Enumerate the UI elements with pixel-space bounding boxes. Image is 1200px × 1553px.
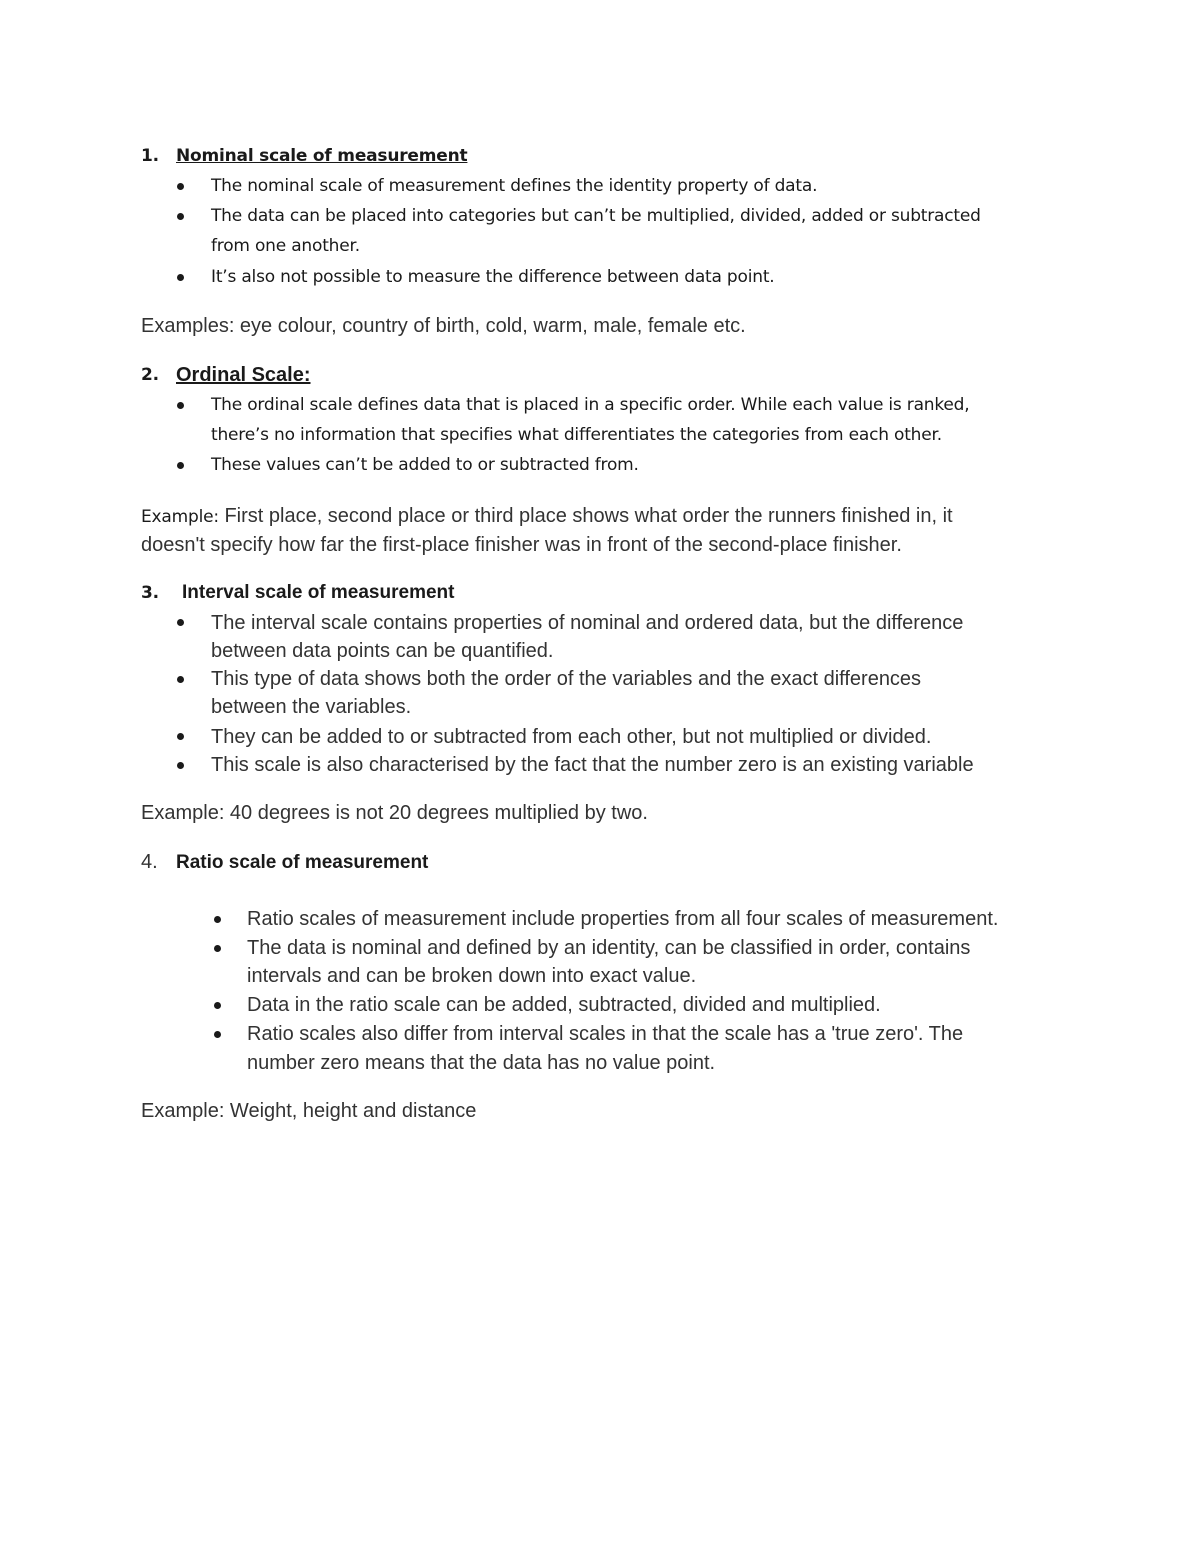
section-3-bullet-1-line-1: The interval scale contains properties of nominal and ordered data, but the difference — [211, 612, 964, 634]
bullet-icon — [214, 916, 221, 923]
section-4-bullet-1: Ratio scales of measurement include properties from all four scales of measurement. — [247, 908, 999, 930]
section-2-example-text: First place, second place or third place shows what order the runners finished in, it — [218, 505, 953, 527]
section-1-number: 1. — [141, 146, 159, 166]
bullet-icon — [214, 1031, 221, 1038]
bullet-icon — [214, 945, 221, 952]
bullet-icon — [177, 213, 184, 220]
bullet-icon — [177, 619, 184, 626]
section-3-title: Interval scale of measurement — [182, 582, 455, 603]
section-3-example: Example: 40 degrees is not 20 degrees multiplied by two. — [141, 802, 648, 824]
bullet-icon — [177, 676, 184, 683]
section-1-title: Nominal scale of measurement — [176, 146, 468, 166]
section-4-bullet-3: Data in the ratio scale can be added, subtracted, divided and multiplied. — [247, 994, 881, 1016]
section-2-bullet-1-line-1: The ordinal scale defines data that is placed in a specific order. While each value is ranked, — [211, 395, 970, 415]
section-3-bullet-4: This scale is also characterised by the fact that the number zero is an existing variable — [211, 754, 974, 776]
section-4-bullet-4-line-2: number zero means that the data has no value point. — [247, 1052, 716, 1074]
section-2-title: Ordinal Scale: — [176, 364, 311, 386]
bullet-icon — [214, 1002, 221, 1009]
section-4-bullet-4-line-1: Ratio scales also differ from interval scales in that the scale has a 'true zero'. The — [247, 1023, 964, 1045]
section-3-bullet-2-line-2: between the variables. — [211, 696, 412, 718]
section-3-bullet-2-line-1: This type of data shows both the order of the variables and the exact differences — [211, 668, 922, 690]
section-2-bullet-1-line-2: there’s no information that specifies what differentiates the categories from each other. — [211, 425, 942, 445]
section-4-example: Example: Weight, height and distance — [141, 1100, 477, 1122]
section-1-bullet-2-line-2: from one another. — [211, 236, 360, 256]
section-1-bullet-3: It’s also not possible to measure the difference between data point. — [211, 267, 775, 287]
section-2-number: 2. — [141, 365, 159, 385]
section-4-bullet-2-line-1: The data is nominal and defined by an identity, can be classified in order, contains — [247, 937, 971, 959]
bullet-icon — [177, 274, 184, 281]
section-3-bullet-1-line-2: between data points can be quantified. — [211, 640, 554, 662]
bullet-icon — [177, 762, 184, 769]
section-4-number: 4. — [141, 851, 158, 873]
section-4-bullet-2-line-2: intervals and can be broken down into exact value. — [247, 965, 697, 987]
section-2-example-line-2: doesn't specify how far the first-place finisher was in front of the second-place finisher. — [141, 534, 902, 556]
bullet-icon — [177, 402, 184, 409]
bullet-icon — [177, 462, 184, 469]
section-2-example-line-1 — [141, 506, 953, 526]
section-2-bullet-2: These values can’t be added to or subtracted from. — [211, 455, 639, 475]
section-3-number: 3. — [141, 583, 159, 603]
section-4-title: Ratio scale of measurement — [176, 852, 429, 873]
section-1-bullet-2-line-1: The data can be placed into categories but can’t be multiplied, divided, added or subtracted — [211, 206, 981, 226]
section-1-bullet-1: The nominal scale of measurement defines the identity property of data. — [211, 176, 818, 196]
section-3-bullet-3: They can be added to or subtracted from each other, but not multiplied or divided. — [211, 726, 932, 748]
section-1-example: Examples: eye colour, country of birth, cold, warm, male, female etc. — [141, 315, 746, 337]
bullet-icon — [177, 733, 184, 740]
bullet-icon — [177, 183, 184, 190]
section-2-example-label: Example: — [141, 507, 219, 527]
